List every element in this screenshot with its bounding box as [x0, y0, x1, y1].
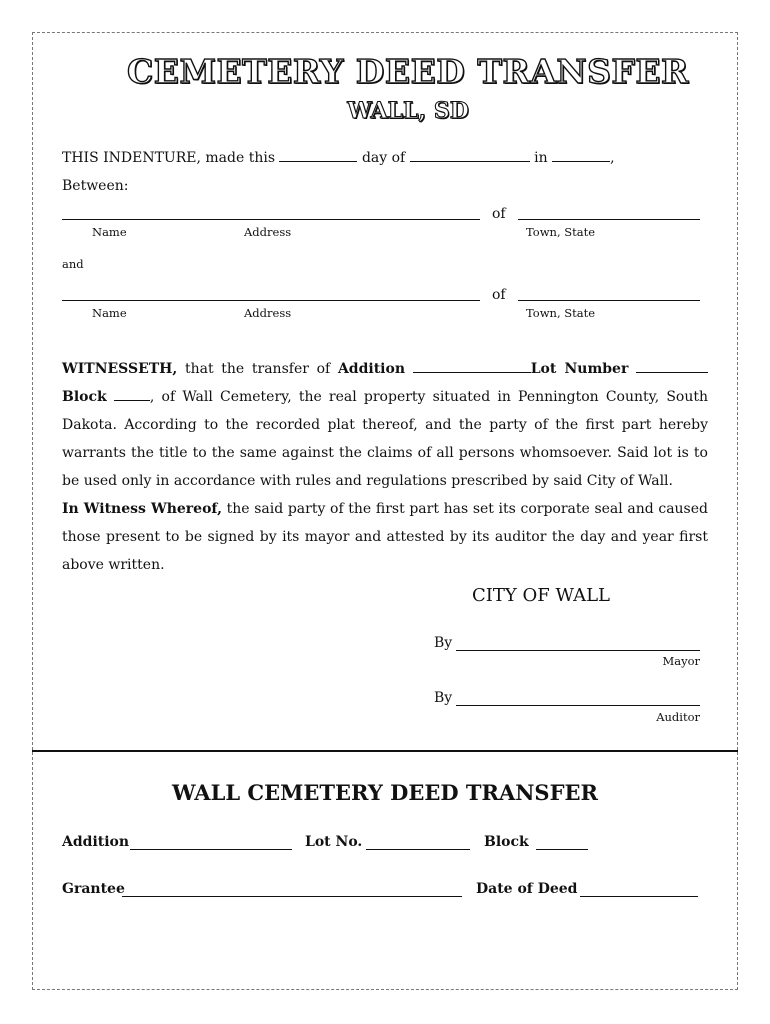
by-mayor-label: By — [434, 635, 453, 651]
party1-address-label: Address — [244, 225, 292, 239]
addition-field[interactable] — [413, 361, 531, 373]
party1-town-label: Town, State — [526, 225, 596, 239]
party2-address-label: Address — [244, 306, 292, 320]
witnesseth-text1: that the transfer of — [184, 361, 331, 377]
auditor-label: Auditor — [656, 710, 700, 724]
block-label: Block — [62, 389, 107, 405]
document-title: CEMETERY DEED TRANSFER — [127, 52, 689, 91]
stub-grantee-label: Grantee — [62, 881, 125, 897]
lot-number-field[interactable] — [636, 361, 708, 373]
stub-lot-no-label: Lot No. — [305, 834, 363, 850]
block-field[interactable] — [114, 389, 150, 401]
month-field[interactable] — [410, 150, 530, 162]
stub-date-of-deed-field[interactable] — [580, 896, 698, 897]
witnesseth-paragraph — [62, 355, 708, 579]
lot-number-label: Lot Number — [530, 361, 629, 377]
party2-town-label: Town, State — [526, 306, 596, 320]
in-witness-label: In Witness Whereof, — [62, 501, 222, 517]
mayor-signature-field[interactable] — [456, 650, 700, 651]
in-text: in — [534, 150, 548, 166]
addition-label: Addition — [337, 361, 405, 377]
city-of-wall-heading: CITY OF WALL — [472, 585, 610, 606]
made-this-text: made this — [205, 150, 276, 166]
year-field[interactable] — [552, 150, 610, 162]
day-of-text: day of — [361, 150, 406, 166]
comma-text: , — [610, 150, 615, 166]
by-auditor-label: By — [434, 690, 453, 706]
indenture-line — [62, 150, 615, 166]
witnesseth-label: WITNESSETH, — [62, 361, 178, 377]
stub-date-of-deed-label: Date of Deed — [476, 881, 578, 897]
party1-name-address-field[interactable] — [62, 219, 480, 220]
stub-addition-label: Addition — [62, 834, 130, 850]
indenture-label: THIS INDENTURE, — [62, 150, 201, 166]
and-label: and — [62, 257, 84, 271]
party2-town-field[interactable] — [518, 300, 700, 301]
mayor-label: Mayor — [662, 654, 700, 668]
stub-grantee-field[interactable] — [122, 896, 462, 897]
day-field[interactable] — [279, 150, 357, 162]
stub-block-field[interactable] — [536, 849, 588, 850]
stub-addition-field[interactable] — [130, 849, 292, 850]
party1-name-label: Name — [92, 225, 127, 239]
party1-of-text: of — [492, 206, 506, 222]
stub-lot-no-field[interactable] — [366, 849, 470, 850]
party2-name-address-field[interactable] — [62, 300, 480, 301]
stub-block-label: Block — [484, 834, 529, 850]
between-label: Between: — [62, 178, 129, 194]
section-divider — [32, 750, 738, 752]
stub-title: WALL CEMETERY DEED TRANSFER — [172, 780, 598, 805]
document-subtitle: WALL, SD — [347, 98, 469, 124]
party2-of-text: of — [492, 287, 506, 303]
in-witness-text: the said party of the first part has set its corporate seal and caused those present to be signed by its mayor and attested by its auditor the day and year first above written. — [62, 501, 708, 573]
auditor-signature-field[interactable] — [456, 705, 700, 706]
witnesseth-text2: , of Wall Cemetery, the real property situated in Pennington County, South Dakota. According to the recorded plat thereof, and the party of the first part hereby warrants the title to the same against the claims of all persons whomsoever. Said lot is to be used only in accordance with rules and regulations prescribed by said City of Wall. — [62, 389, 708, 489]
party2-name-label: Name — [92, 306, 127, 320]
party1-town-field[interactable] — [518, 219, 700, 220]
